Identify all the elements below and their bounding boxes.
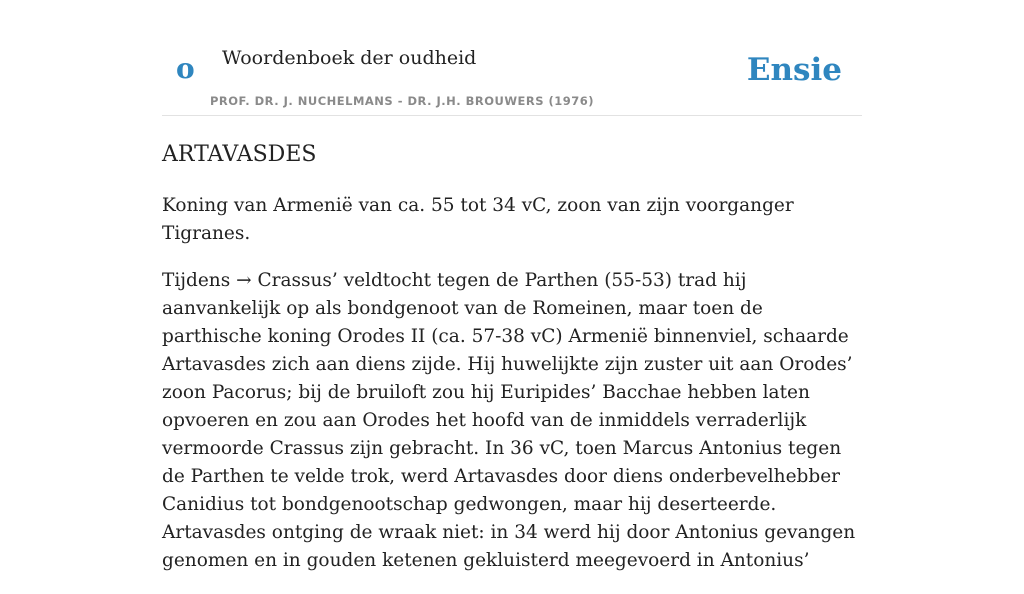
book-authors: PROF. DR. J. NUCHELMANS - DR. J.H. BROUWERS (1976) [210, 94, 595, 108]
paragraph-text-before-link: Tijdens [162, 270, 237, 291]
entry-content [162, 192, 862, 594]
entry-paragraph-2 [162, 267, 862, 575]
paragraph-text-after-link: ’ veldtocht tegen de Parthen (55-53) trad hij aanvankelijk op als bondgenoot van de Romeinen, maar toen de parthische koning Orodes II (ca. 57-38 vC) Armenië binnenviel, schaarde Artavasdes zich aan diens zijde. Hij huwelijkte zijn zuster uit aan Orodes’ zoon Pacorus; bij de bruiloft zou hij Euripides’ Bacchae hebben laten opvoeren en zou aan Orodes het hoofd van de inmiddels verraderlijk vermoorde Crassus zijn gebracht. In 36 vC, toen Marcus Antonius tegen de Parthen te velde trok, werd Artavasdes door diens onderbevelhebber Canidius tot bondgenootschap gedwongen, maar hij deserteerde. Artavasdes ontging de wraak niet: in 34 werd hij door Antonius gevangen genomen en in gouden ketenen gekluisterd meegevoerd in Antonius’ [162, 270, 856, 571]
book-badge[interactable]: o [176, 52, 195, 85]
ensie-logo-link[interactable]: Ensie [746, 52, 842, 88]
crassus-cross-reference-link[interactable]: → Crassus [236, 270, 332, 291]
page [162, 0, 862, 571]
entry-title: ARTAVASDES [162, 142, 317, 167]
header [162, 0, 862, 116]
entry-paragraph-1: Koning van Armenië van ca. 55 tot 34 vC, zoon van zijn voorganger Tigranes. [162, 195, 794, 244]
book-title-link[interactable]: Woordenboek der oudheid [222, 47, 477, 69]
